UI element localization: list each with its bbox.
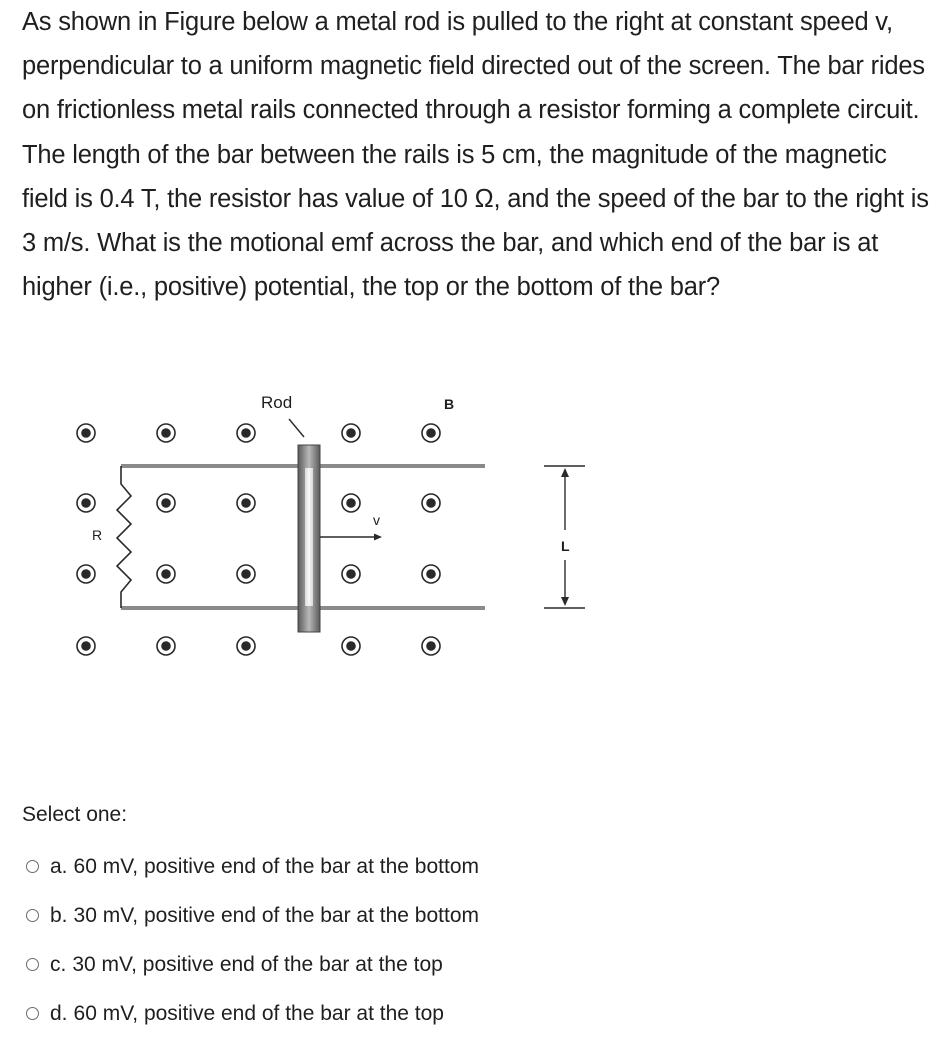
length-dimension	[544, 466, 585, 608]
field-dot-icon	[77, 494, 95, 512]
field-dot-icon	[77, 424, 95, 442]
resistor-label: R	[92, 527, 103, 543]
field-dot-icon	[77, 637, 95, 655]
field-dot-icon	[422, 565, 440, 583]
field-dot-icon	[157, 494, 175, 512]
question-text: As shown in Figure below a metal rod is pulled to the right at constant speed v, perpendicular to a uniform magnetic field directed out of the screen. The bar rides on frictionless metal rails connected through a resistor forming a complete circuit. The length of the bar between the rails is 5 cm, the magnitude of the magnetic field is 0.4 T, the resistor has value of 10 Ω, and the speed of the bar to the right is 3 m/s. What is the motional emf across the bar, and which end of the bar is at higher (i.e., positive) potential, the top or the bottom of the bar?	[22, 8, 929, 302]
answer-options	[26, 842, 479, 1038]
option-c[interactable]	[26, 940, 479, 989]
metal-rod	[298, 445, 320, 632]
option-text: 30 mV, positive end of the bar at the bottom	[73, 903, 479, 927]
select-one-label: Select one:	[22, 803, 128, 826]
field-dot-icon	[157, 565, 175, 583]
field-dot-icon	[237, 494, 255, 512]
radio-d[interactable]	[26, 1007, 39, 1020]
field-dot-icon	[157, 637, 175, 655]
field-dot-icon	[237, 637, 255, 655]
field-dot-icon	[422, 494, 440, 512]
radio-c[interactable]	[26, 958, 39, 971]
velocity-arrow-icon	[320, 534, 382, 541]
field-dot-icon	[342, 637, 360, 655]
option-letter: a.	[50, 854, 68, 878]
resistor-zigzag	[117, 466, 131, 608]
length-label: L	[561, 538, 570, 554]
field-dots	[77, 424, 440, 655]
option-text: 60 mV, positive end of the bar at the bottom	[73, 854, 479, 878]
option-letter: c.	[50, 952, 67, 976]
field-dot-icon	[157, 424, 175, 442]
field-dot-icon	[422, 637, 440, 655]
option-text: 60 mV, positive end of the bar at the top	[73, 1001, 444, 1025]
field-dot-icon	[342, 565, 360, 583]
radio-b[interactable]	[26, 909, 39, 922]
field-dot-icon	[422, 424, 440, 442]
field-dot-icon	[77, 565, 95, 583]
field-dot-icon	[237, 565, 255, 583]
field-dot-icon	[342, 424, 360, 442]
circuit-figure	[0, 380, 934, 680]
option-letter: d.	[50, 1001, 68, 1025]
option-text: 30 mV, positive end of the bar at the top	[72, 952, 443, 976]
velocity-label: v	[373, 512, 380, 528]
rod-label: Rod	[261, 393, 293, 412]
radio-a[interactable]	[26, 860, 39, 873]
option-a[interactable]	[26, 842, 479, 891]
field-dot-icon	[237, 424, 255, 442]
option-b[interactable]	[26, 891, 479, 940]
field-dot-icon	[342, 494, 360, 512]
option-d[interactable]	[26, 989, 479, 1038]
option-letter: b.	[50, 903, 68, 927]
rod-pointer	[289, 419, 304, 437]
field-label: B	[444, 396, 455, 412]
